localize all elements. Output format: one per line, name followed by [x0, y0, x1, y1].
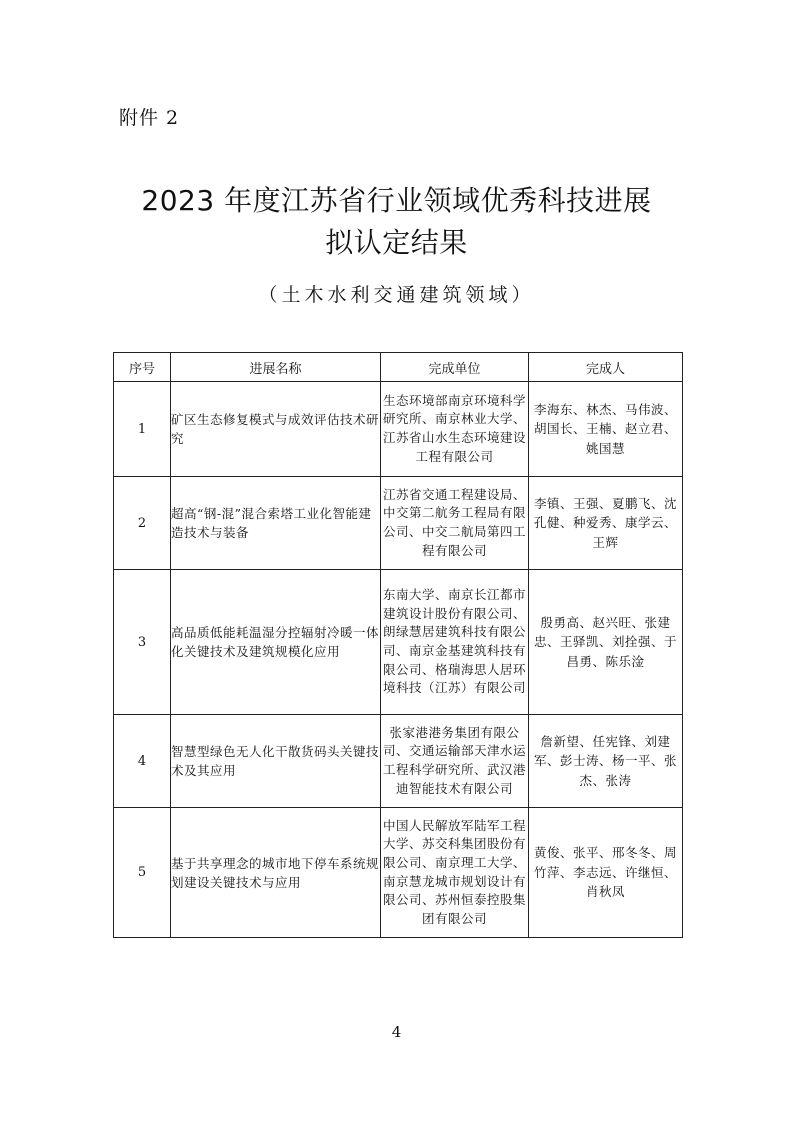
row-progress-name: 高品质低能耗温湿分控辐射冷暖一体化关键技术及建筑规模化应用 — [171, 570, 381, 715]
document-title — [0, 180, 793, 264]
table-row — [114, 477, 683, 570]
row-seq: 3 — [114, 570, 171, 715]
title-line-1: 2023 年度江苏省行业领域优秀科技进展 — [141, 184, 652, 217]
table-header-row — [114, 353, 683, 382]
row-progress-name: 超高“钢-混”混合索塔工业化智能建造技术与装备 — [171, 477, 381, 570]
table-row — [114, 382, 683, 477]
results-table — [113, 352, 683, 938]
row-people: 詹新望、任宪锋、刘建军、彭士涛、杨一平、张杰、张涛 — [529, 715, 683, 808]
page-number: 4 — [391, 1023, 402, 1041]
row-seq: 5 — [114, 808, 171, 938]
row-unit: 东南大学、南京长江都市建筑设计股份有限公司、朗绿慧居建筑科技有限公司、南京金基建筑科技有限公司、格瑞海思人居环境科技（江苏）有限公司 — [381, 570, 529, 715]
header-unit: 完成单位 — [381, 353, 529, 382]
row-progress-name: 基于共享理念的城市地下停车系统规划建设关键技术与应用 — [171, 808, 381, 938]
table-row — [114, 570, 683, 715]
title-line-2: 拟认定结果 — [325, 226, 468, 259]
row-seq: 2 — [114, 477, 171, 570]
row-people: 李海东、林杰、马伟波、胡国长、王楠、赵立君、姚国慧 — [529, 382, 683, 477]
row-unit: 江苏省交通工程建设局、中交第二航务工程局有限公司、中交二航局第四工程有限公司 — [381, 477, 529, 570]
table-row — [114, 808, 683, 938]
row-progress-name: 智慧型绿色无人化干散货码头关键技术及其应用 — [171, 715, 381, 808]
row-people: 李镇、王强、夏鹏飞、沈孔健、种爱秀、康学云、王辉 — [529, 477, 683, 570]
row-unit: 中国人民解放军陆军工程大学、苏交科集团股份有限公司、南京理工大学、南京慧龙城市规划设计有限公司、苏州恒泰控股集团有限公司 — [381, 808, 529, 938]
attachment-label: 附件 2 — [119, 107, 180, 129]
row-progress-name: 矿区生态修复模式与成效评估技术研究 — [171, 382, 381, 477]
row-people: 黄俊、张平、邢冬冬、周竹萍、李志远、许继恒、肖秋凤 — [529, 808, 683, 938]
header-seq: 序号 — [114, 353, 171, 382]
row-unit: 生态环境部南京环境科学研究所、南京林业大学、江苏省山水生态环境建设工程有限公司 — [381, 382, 529, 477]
row-seq: 1 — [114, 382, 171, 477]
document-subtitle: （土木水利交通建筑领域） — [258, 284, 535, 306]
row-people: 殷勇高、赵兴旺、张建忠、王驿凯、刘拴强、于昌勇、陈乐淦 — [529, 570, 683, 715]
row-seq: 4 — [114, 715, 171, 808]
header-people: 完成人 — [529, 353, 683, 382]
row-unit: 张家港港务集团有限公司、交通运输部天津水运工程科学研究所、武汉港迪智能技术有限公司 — [381, 715, 529, 808]
header-name: 进展名称 — [171, 353, 381, 382]
table-row — [114, 715, 683, 808]
